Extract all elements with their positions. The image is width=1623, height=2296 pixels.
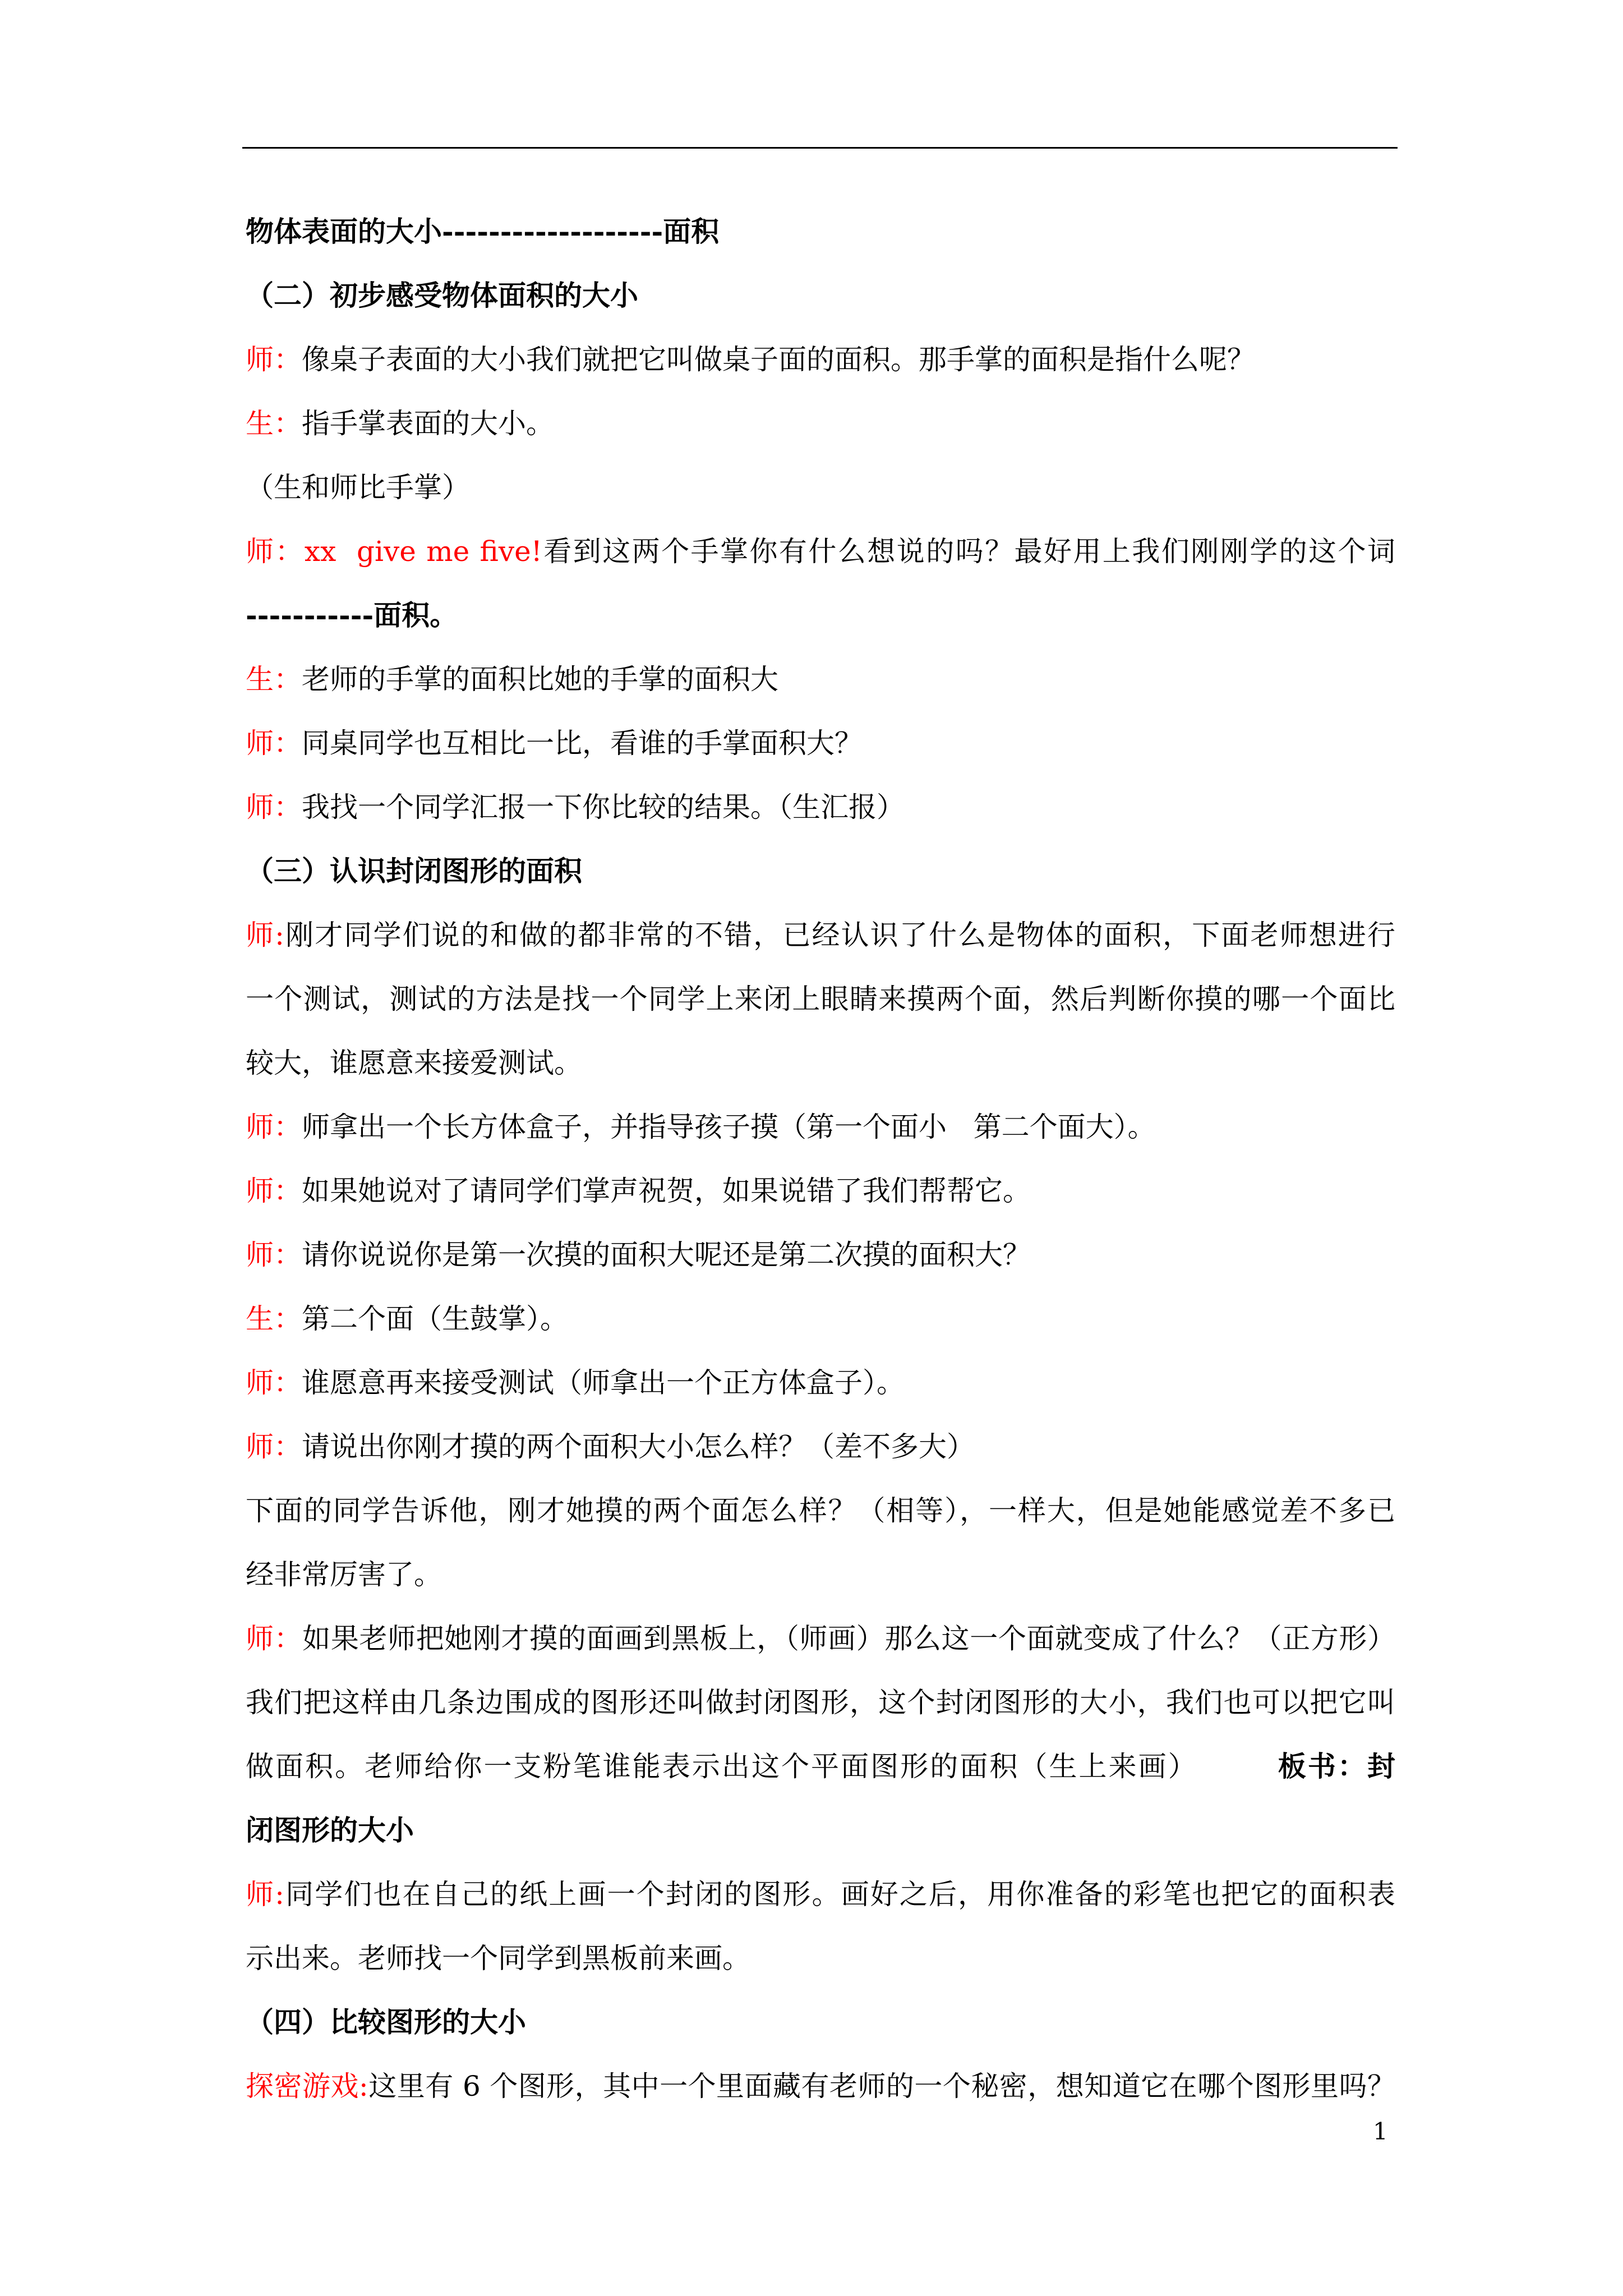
page-number: 1 (1373, 2118, 1388, 2145)
paragraph-line: 示出来。老师找一个同学到黑板前来画。 (246, 1942, 750, 1975)
paragraph-line: 一个测试，测试的方法是找一个同学上来闭上眼睛来摸两个面，然后判断你摸的哪一个面比 (246, 983, 1395, 1015)
dialogue-text: 刚才同学们说的和做的都非常的不错，已经认识了什么是物体的面积，下面老师想进行 (284, 919, 1395, 951)
dialogue-text: 谁愿意再来接受测试（师拿出一个正方体盒子）。 (302, 1366, 905, 1399)
dialogue-text: 我找一个同学汇报一下你比较的结果。（生汇报） (302, 791, 905, 823)
board-note: 板书：封 (1276, 1750, 1395, 1783)
lesson-heading: 物体表面的大小-------------------面积 (246, 215, 720, 248)
dialogue-text: 请你说说你是第一次摸的面积大呢还是第二次摸的面积大？ (302, 1239, 1031, 1271)
english-phrase: xx give me five! (304, 535, 542, 568)
section-heading-2: （二）初步感受物体面积的大小 (246, 279, 638, 312)
speaker-label: 师： (246, 1430, 302, 1463)
dialogue-text: 同学们也在自己的纸上画一个封闭的图形。画好之后，用你准备的彩笔也把它的面积表 (284, 1878, 1395, 1911)
speaker-label: 生： (246, 663, 302, 696)
dialogue-line (246, 1862, 1395, 1926)
board-note-continued: 闭图形的大小 (246, 1814, 414, 1847)
dialogue-line (246, 1351, 1395, 1415)
dialogue-line (246, 711, 1395, 775)
dialogue-text: 像桌子表面的大小我们就把它叫做桌子面的面积。那手掌的面积是指什么呢？ (302, 343, 1255, 376)
dialogue-line (246, 328, 1395, 392)
dialogue-text: 请说出你刚才摸的两个面积大小怎么样？（差不多大） (302, 1430, 975, 1463)
dialogue-line (246, 903, 1395, 967)
dialogue-line (246, 647, 1395, 711)
speaker-label: 师: (246, 919, 284, 951)
dialogue-line (246, 1159, 1395, 1223)
paragraph-text: 做面积。老师给你一支粉笔谁能表示出这个平面图形的面积（生上来画） (246, 1750, 1198, 1783)
dialogue-line (246, 1287, 1395, 1351)
paragraph-line: 较大，谁愿意来接爱测试。 (246, 1047, 582, 1079)
speaker-label: 师： (246, 1239, 302, 1271)
paragraph-line: 下面的同学告诉他，刚才她摸的两个面怎么样？（相等），一样大，但是她能感觉差不多已 (246, 1494, 1395, 1527)
dialogue-text: 师拿出一个长方体盒子，并指导孩子摸（第一个面小 第二个面大）。 (302, 1111, 1156, 1143)
dialogue-line (246, 1095, 1395, 1159)
dialogue-line (246, 392, 1395, 455)
header-rule (242, 147, 1398, 149)
speaker-label: 生： (246, 407, 302, 440)
dialogue-line (246, 1607, 1395, 1671)
dialogue-line (246, 1415, 1395, 1479)
dialogue-line (246, 775, 1395, 839)
paragraph-line: 我们把这样由几条边围成的图形还叫做封闭图形，这个封闭图形的大小，我们也可以把它叫 (246, 1686, 1395, 1719)
dialogue-text: 第二个面（生鼓掌）。 (302, 1303, 568, 1335)
speaker-label: 师： (246, 1175, 302, 1207)
speaker-label: 生： (246, 1303, 302, 1335)
dialogue-text: 如果她说对了请同学们掌声祝贺，如果说错了我们帮帮它。 (302, 1175, 1031, 1207)
game-label: 探密游戏: (246, 2070, 368, 2102)
section-heading-4: （四）比较图形的大小 (246, 2005, 526, 2039)
paragraph-line (246, 1734, 1395, 1798)
speaker-label: 师： (246, 1366, 302, 1399)
speaker-label: 师： (246, 791, 302, 823)
speaker-label: 师: (246, 1878, 284, 1911)
dialogue-line (246, 1223, 1395, 1287)
dialogue-line (246, 2054, 1395, 2118)
paragraph-line: 经非常厉害了。 (246, 1558, 442, 1591)
dialogue-text: 这里有 6 个图形，其中一个里面藏有老师的一个秘密，想知道它在哪个图形里吗？ (368, 2070, 1395, 2102)
dialogue-text: 同桌同学也互相比一比，看谁的手掌面积大？ (302, 727, 863, 760)
speaker-label: 师： (246, 535, 305, 568)
dialogue-text: 老师的手掌的面积比她的手掌的面积大 (302, 663, 778, 696)
speaker-label: 师： (246, 727, 302, 760)
continued-line: -----------面积。 (246, 599, 458, 632)
stage-direction: （生和师比手掌） (246, 471, 470, 504)
speaker-label: 师： (246, 1622, 303, 1655)
dialogue-text: 指手掌表面的大小。 (302, 407, 554, 440)
section-heading-3: （三）认识封闭图形的面积 (246, 854, 582, 887)
speaker-label: 师： (246, 1111, 302, 1143)
dialogue-text: 如果老师把她刚才摸的面画到黑板上，（师画）那么这一个面就变成了什么？（正方形） (302, 1622, 1395, 1655)
speaker-label: 师： (246, 343, 302, 376)
dialogue-line (246, 519, 1395, 583)
dialogue-text: 看到这两个手掌你有什么想说的吗？最好用上我们刚刚学的这个词 (542, 535, 1395, 568)
document-body (246, 200, 1395, 2118)
